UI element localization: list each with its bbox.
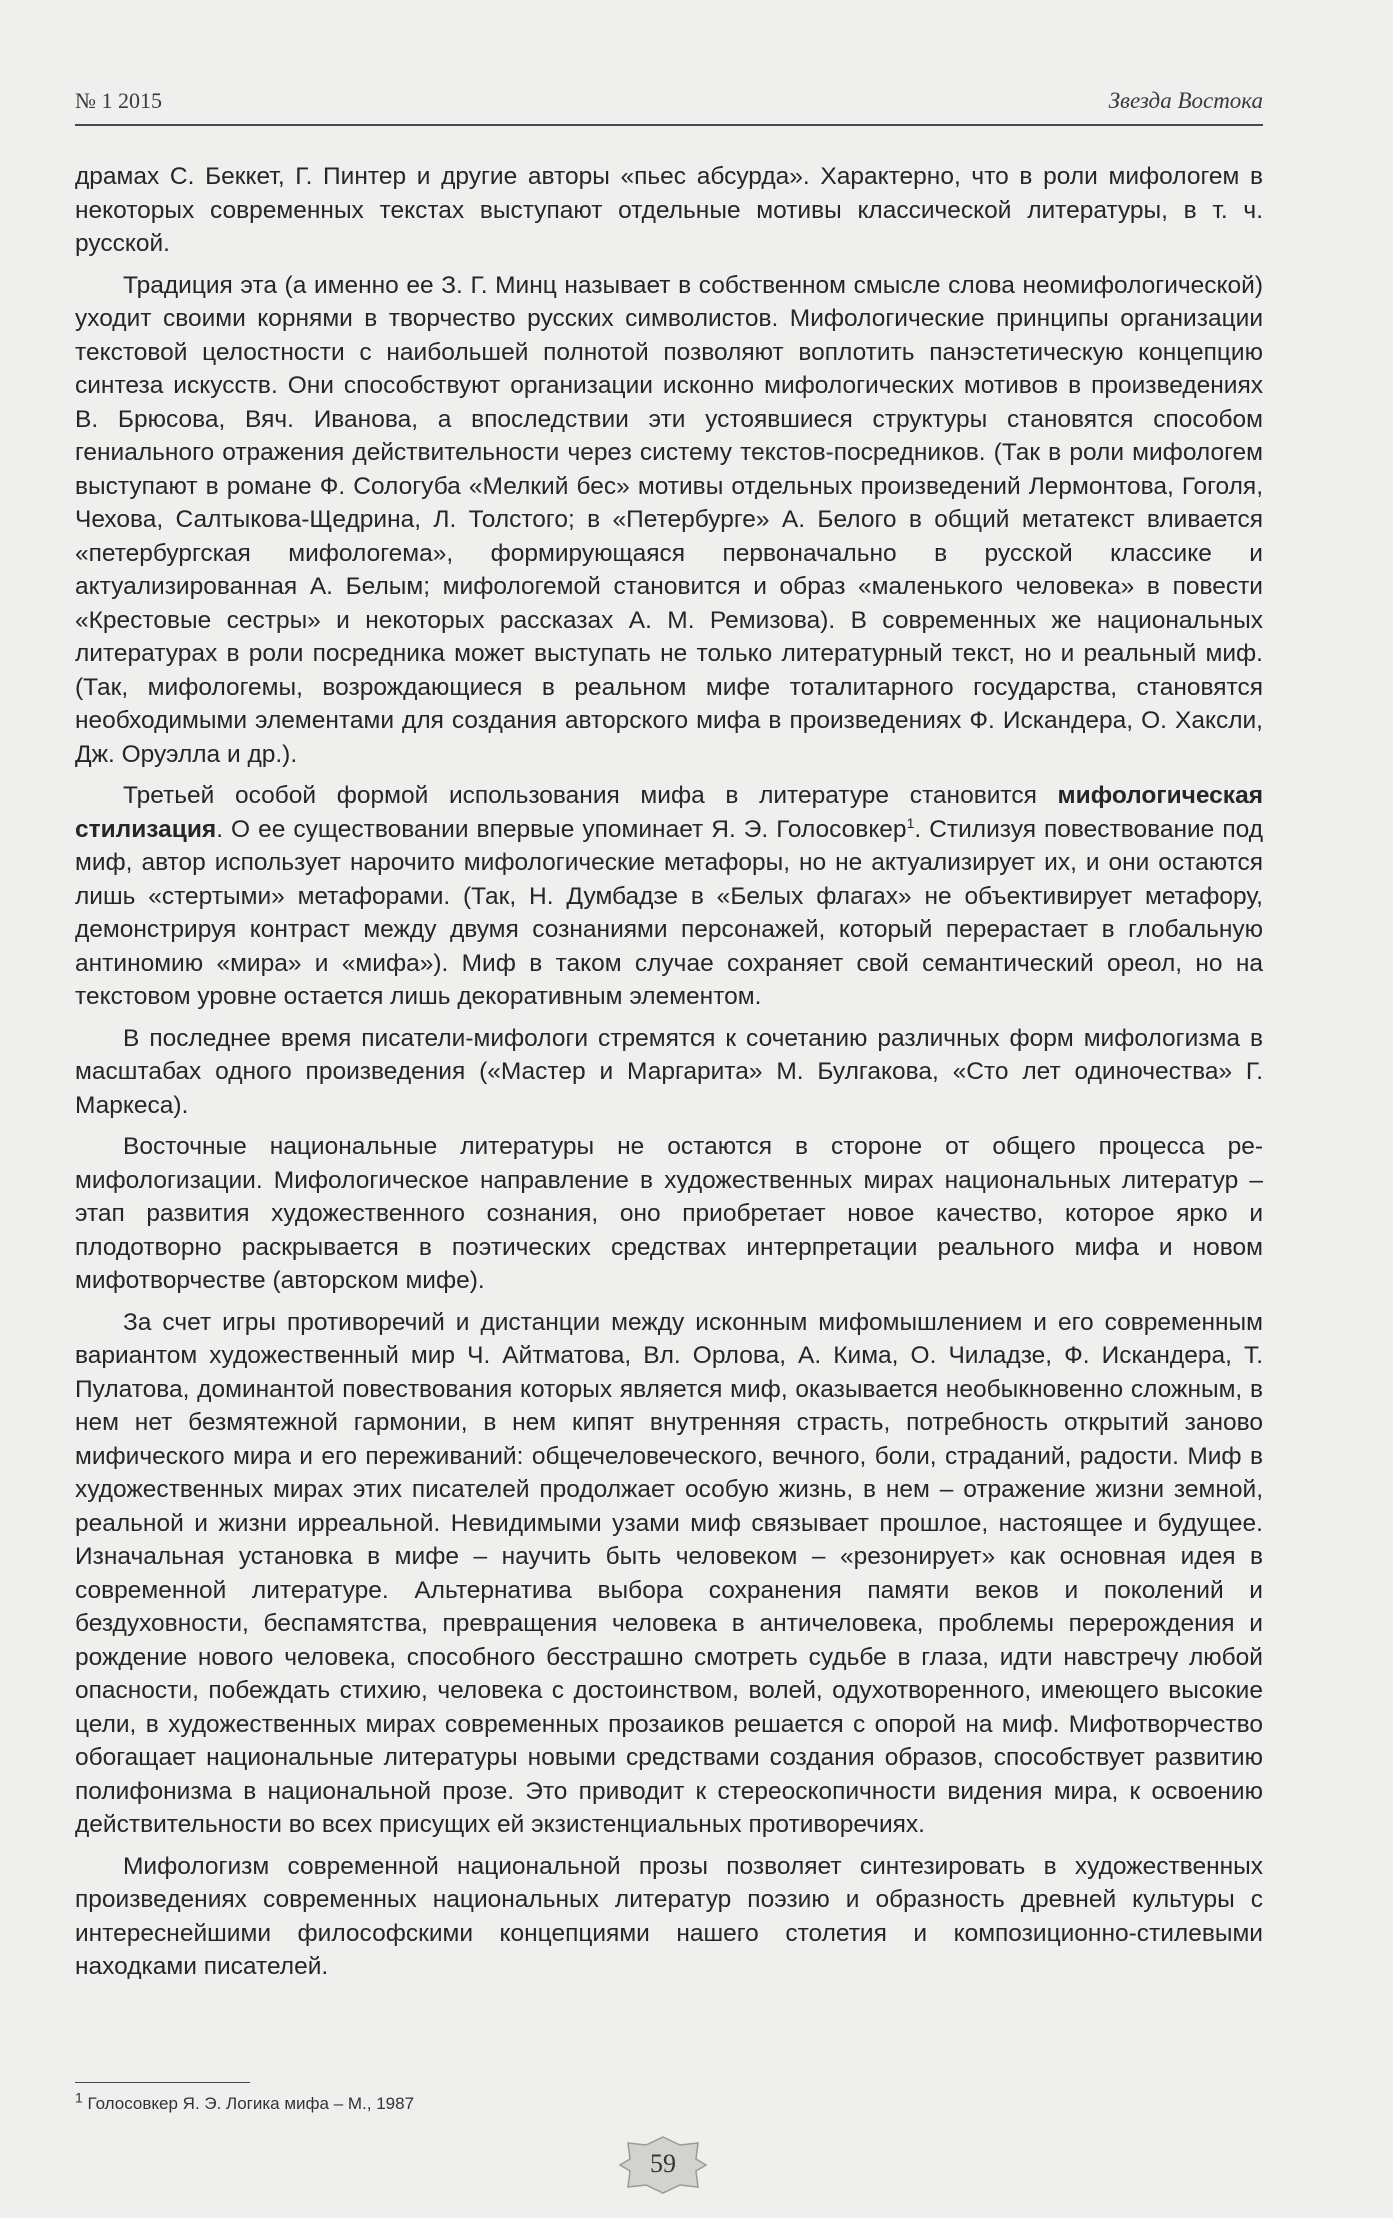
issue-number: № 1 2015 (75, 88, 162, 113)
paragraph-3 (75, 779, 1263, 1014)
paragraph-1: драмах С. Беккет, Г. Пинтер и другие авторы «пьес абсурда». Характерно, что в роли мифологем в некоторых современных текстах выступают отдельные мотивы классической литературы, в т. ч. русской. (75, 163, 1263, 257)
paragraph-3-rest: . Стилизуя повествование под миф, автор использует нарочито мифологические метафоры, но не актуализирует их, и они остаются лишь «стертыми» метафорами. (Так, Н. Думбадзе в «Белых флагах» не объективирует метафору, демонстрируя контраст между двумя сознаниями персонажей, который перерастает в глобальную антиномию «мира» и «мифа»). Миф в таком случае сохраняет свой семантический ореол, но на текстовом уровне остается лишь декоративным элементом. (75, 815, 1263, 1010)
page-number-ornament (618, 2135, 708, 2195)
paragraph-6: За счет игры противоречий и дистанции между исконным мифомышлением и его современным вариантом художественный мир Ч. Айтматова, Вл. Орлова, А. Кима, О. Чиладзе, Ф. Искандера, Т. Пулатова, доминантой повествования которых является миф, оказывается необыкновенно сложным, в нем нет безмятежной гармонии, в нем кипят внутренняя страсть, потребность открытий заново мифического мира и его переживаний: общечеловеческого, вечного, боли, страданий, радости. Миф в художественных мирах этих писателей продолжает особую жизнь, в нем – отражение жизни земной, реальной и жизни ирреальной. Невидимыми узами миф связывает прошлое, настоящее и будущее. Изначальная установка в мифе – научить быть человеком – «резонирует» как основная идея в современной литературе. Альтернатива выбора сохранения памяти веков и поколений и бездуховности, беспамятства, превращения человека в античеловека, проблемы перерождения и рождение нового человека, способного бесстрашно смотреть судьбе в глаза, идти навстречу любой опасности, побеждать стихию, человека с достоинством, волей, одухотворенного, имеющего высокие цели, в художественных мирах современных прозаиков решается с опорой на миф. Мифотворчество обогащает национальные литературы новыми средствами создания образов, способствует развитию полифонизма в национальной прозе. Это приводит к стереоскопичности видения мира, к освоению действительности во всех присущих ей экзистенциальных противоречиях. (75, 1308, 1263, 1838)
footnote-text: Голосовкер Я. Э. Логика мифа – М., 1987 (82, 2094, 415, 2113)
paragraph-7: Мифологизм современной национальной прозы позволяет синтезировать в художественных произведениях современных национальных литератур поэзию и образность древней культуры с интереснейшими философскими концепциями нашего столетия и композиционно-стилевыми находками писателей. (75, 1852, 1263, 1980)
article-body (75, 160, 1263, 1992)
footnote-marker: 1 (75, 2089, 83, 2106)
footnote-divider (75, 2082, 250, 2083)
footnote (75, 2089, 975, 2114)
page-number: 59 (650, 2149, 676, 2178)
paragraph-3-lead: Третьей особой формой использования мифа в литературе становится (123, 782, 1058, 809)
journal-title: Звезда Востока (1108, 88, 1263, 113)
paragraph-4: В последнее время писатели-мифологи стремятся к сочетанию различных форм мифологизма в масштабах одного произведения («Мастер и Маргарита» М. Булгакова, «Сто лет одиночества» Г. Маркеса). (75, 1024, 1263, 1119)
footnote-ref[interactable]: 1 (906, 814, 915, 831)
paragraph-2: Традиция эта (а именно ее З. Г. Минц называет в собственном смысле слова неомифологической) уходит своими корнями в творчество русских символистов. Мифологические принципы организации текстовой целостности с наибольшей полнотой позволяют воплотить панэстетическую концепцию синтеза искусств. Они способствуют организации исконно мифологических мотивов в произведениях В. Брюсова, Вяч. Иванова, а впоследствии эти устоявшиеся структуры становятся способом гениального отражения действительности через систему текстов-посредников. (Так в роли мифологем выступают в романе Ф. Сологуба «Мелкий бес» мотивы отдельных произведений Лермонтова, Гоголя, Чехова, Салтыкова-Щедрина, Л. Толстого; в «Петербурге» А. Белого в общий метатекст вливается «петербургская мифологема», формирующаяся первоначально в русской классике и актуализированная А. Белым; мифологемой становится и образ «маленького человека» в повести «Крестовые сестры» и некоторых рассказах А. М. Ремизова). В современных же национальных литературах в роли посредника может выступать не только литературный текст, но и реальный миф. (Так, мифологемы, возрождающиеся в реальном мифе тоталитарного государства, становятся необходимыми элементами для создания авторского мифа в произведениях Ф. Искандера, О. Хаксли, Дж. Оруэлла и др.). (75, 271, 1263, 768)
running-header (75, 88, 1263, 126)
term-mythological-stylization: мифологическая стилизация (75, 782, 1263, 843)
paragraph-5: Восточные национальные литературы не остаются в стороне от общего процесса ремифологизации. Мифологическое направление в художественных мирах национальных литератур – этап развития художественного сознания, оно приобретает новое качество, которое ярко и плодотворно раскрывается в поэтических средствах интерпретации реального мифа и новом мифотворчестве (авторском мифе). (75, 1133, 1263, 1294)
paragraph-3-mid: . О ее существовании впервые упоминает Я. Э. Голосовкер (216, 815, 907, 843)
